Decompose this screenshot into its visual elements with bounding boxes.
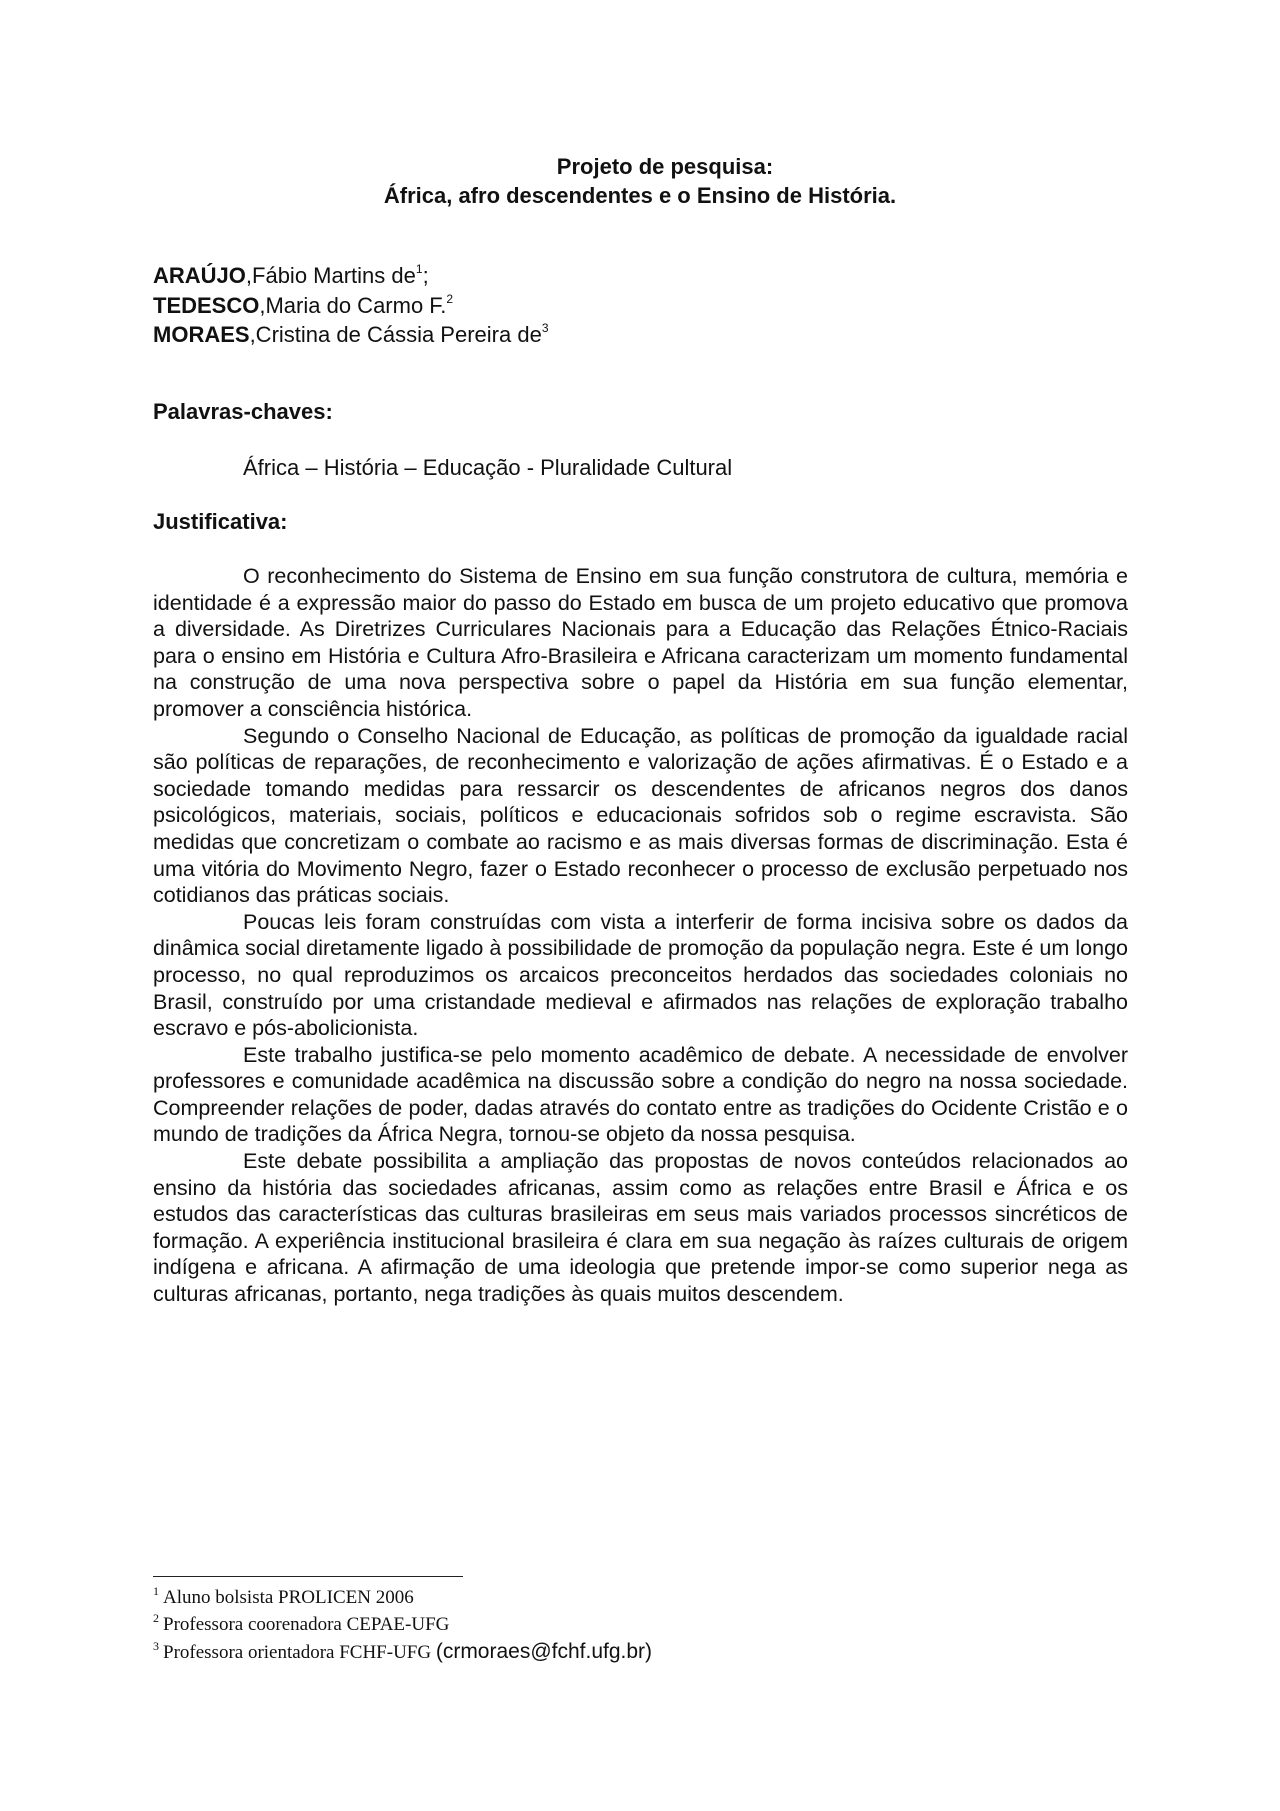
author-given-name: ,Cristina de Cássia Pereira de [249,322,542,347]
footnote-separator [153,1576,463,1577]
footnote-mark: 2 [446,291,454,306]
author-surname: TEDESCO [153,292,260,318]
footnote-number: 1 [153,1584,159,1598]
footnote-number: 2 [153,1611,159,1625]
document-title [0,152,1280,210]
footnote-number: 3 [153,1639,159,1653]
justificativa-heading: Justificativa: [153,509,288,534]
body-paragraph: Poucas leis foram construídas com vista a interferir de forma incisiva sobre os dados da dinâmica social diretamente ligado à possibilidade de promoção da população negra. Este é um longo processo, no qual reproduzimos os arcaicos preconceitos herdados das sociedades coloniais no Brasil, construído por uma cristandade medieval e afirmados nas relações de exploração trabalho escravo e pós-abolicionista. [153,909,1128,1041]
author-surname: MORAES [153,322,250,347]
body-paragraph: Este debate possibilita a ampliação das propostas de novos conteúdos relacionados ao ensino da história das sociedades africanas, assim como as relações entre Brasil e África e os estudos das características das culturas brasileiras em seus mais variados processos sincréticos de formação. A experiência institucional brasileira é clara em sua negação às raízes culturais de origem indígena e africana. A afirmação de uma ideologia que pretende impor-se como superior nega as culturas africanas, portanto, nega tradições às quais muitos descendem. [153,1149,1128,1307]
footnote-mark: 1 [415,262,423,276]
justificativa-body [153,563,1128,1308]
author-list [153,263,549,352]
footnote-text: Professora orientadora FCHF-UFG [163,1642,436,1663]
author-given-name: ,Maria do Carmo F. [259,292,447,318]
author-suffix: ; [422,263,429,288]
footnote-text: Professora coorenadora CEPAE-UFG [163,1614,450,1635]
footnote-mark: 3 [541,321,549,335]
title-line-1: Projeto de pesquisa: [556,154,774,179]
body-paragraph: O reconhecimento do Sistema de Ensino em sua função construtora de cultura, memória e identidade é a expressão maior do passo do Estado em busca de um projeto educativo que promova a diversidade. As Diretrizes Curriculares Nacionais para a Educação das Relações Étnico-Raciais para o ensino em História e Cultura Afro-Brasileira e Africana caracterizam um momento fundamental na construção de uma nova perspectiva sobre o papel da História em sua função elementar, promover a consciência histórica. [153,564,1128,721]
author-entry [153,293,549,323]
body-paragraph: Segundo o Conselho Nacional de Educação, as políticas de promoção da igualdade racial são políticas de reparações, de reconhecimento e valorização de ações afirmativas. É o Estado e a sociedade tomando medidas para ressarcir os descendentes de africanos negros dos danos psicológicos, materiais, sociais, políticos e educacionais sofridos sob o regime escravista. São medidas que concretizam o combate ao racismo e as mais diversas formas de discriminação. Esta é uma vitória do Movimento Negro, fazer o Estado reconhecer o processo de exclusão perpetuado nos cotidianos das práticas sociais. [153,723,1128,908]
author-entry [153,263,549,293]
author-given-name: ,Fábio Martins de [245,263,416,288]
footnotes [153,1585,652,1667]
keywords-heading: Palavras-chaves: [153,399,333,424]
title-line-2: África, afro descendentes e o Ensino de História. [383,183,897,208]
keywords-text: África – História – Educação - Pluralidade Cultural [243,455,733,480]
author-entry [153,322,549,352]
footnote-text: Aluno bolsista PROLICEN 2006 [163,1587,414,1608]
footnote-email: (crmoraes@fchf.ufg.br) [435,1640,653,1663]
footnote [153,1639,652,1667]
footnote [153,1612,652,1639]
footnote [153,1585,652,1612]
author-surname: ARAÚJO [153,263,246,288]
body-paragraph: Este trabalho justifica-se pelo momento acadêmico de debate. A necessidade de envolver professores e comunidade acadêmica na discussão sobre a condição do negro na nossa sociedade. Compreender relações de poder, dadas através do contato entre as tradições do Ocidente Cristão e o mundo de tradições da África Negra, tornou-se objeto da nossa pesquisa. [153,1042,1128,1147]
